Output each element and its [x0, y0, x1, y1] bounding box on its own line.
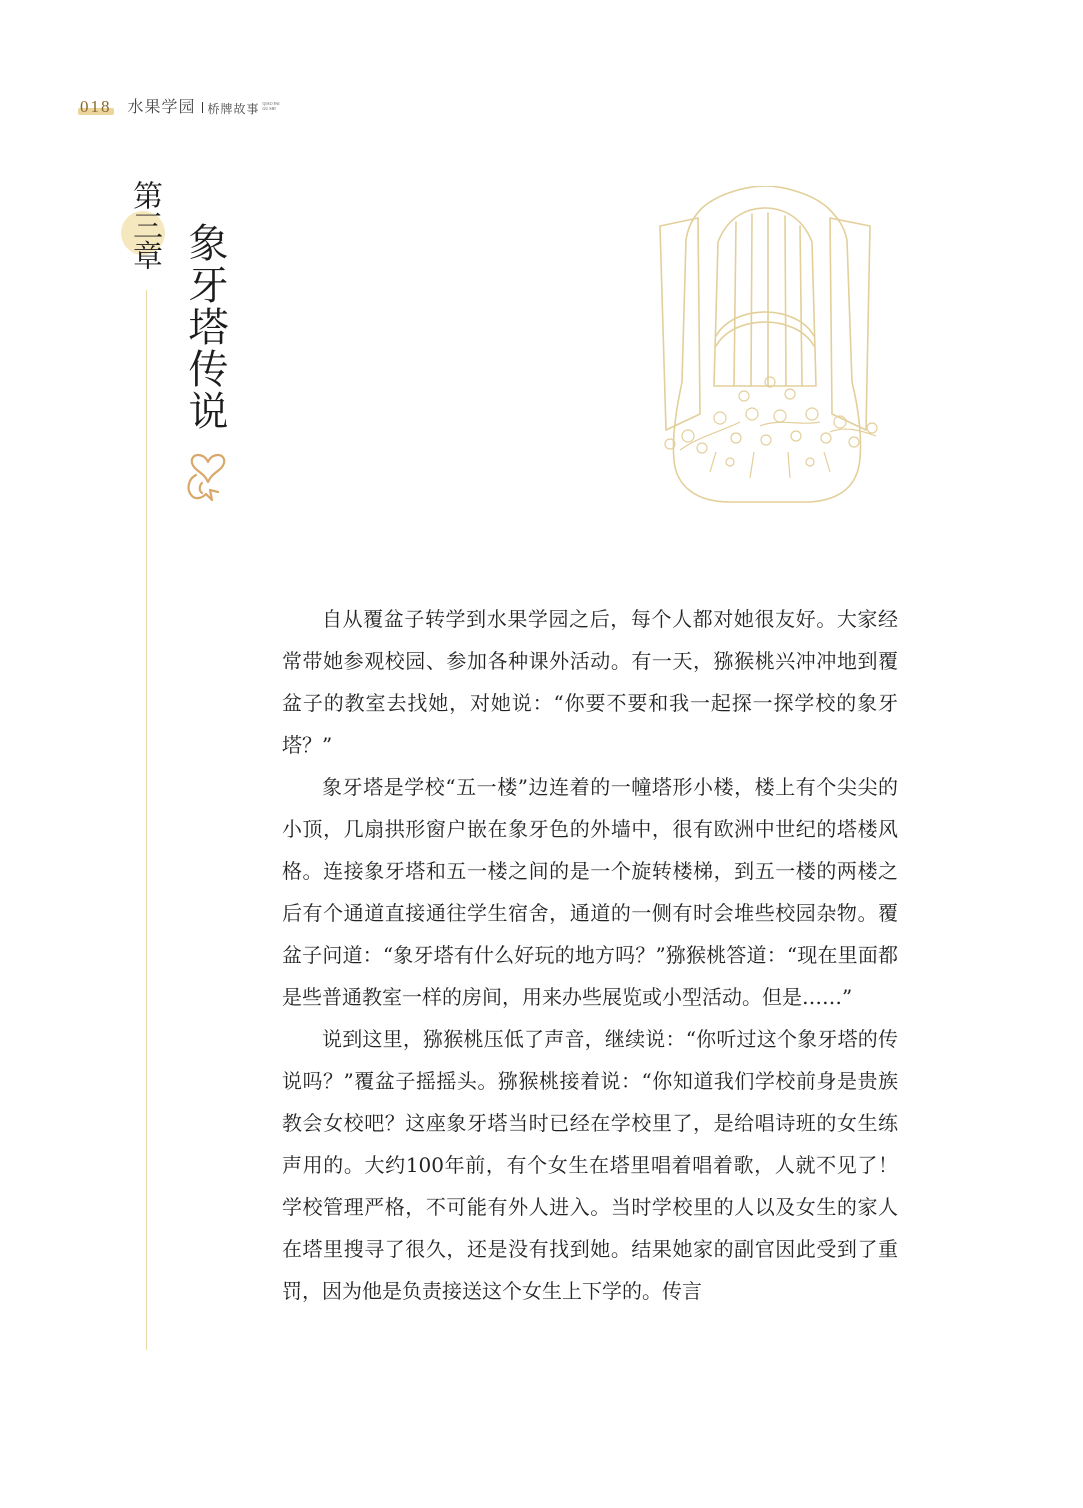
paragraph: 象牙塔是学校“五一楼”边连着的一幢塔形小楼，楼上有个尖尖的小顶，几扇拱形窗户嵌在象牙色的外墙中，很有欧洲中世纪的塔楼风格。连接象牙塔和五一楼之间的是一个旋转楼梯，到五一楼的两楼之后有个通道直接通往学生宿舍，通道的一侧有时会堆些校园杂物。覆盆子问道：“象牙塔有什么好玩的地方吗？”猕猴桃答道：“现在里面都是些普通教室一样的房间，用来办些展览或小型活动。但是……”	[282, 775, 898, 1009]
series-title: 桥牌故事	[207, 102, 260, 116]
page-header	[80, 93, 500, 117]
margin-rule	[146, 290, 147, 1350]
page-number-wrap	[80, 97, 112, 117]
paragraph: 自从覆盆子转学到水果学园之后，每个人都对她很友好。大家经常带她参观校园、参加各种课外活动。有一天，猕猴桃兴冲冲地到覆盆子的教室去找她，对她说：“你要不要和我一起探一探学校的象牙塔？”	[282, 607, 898, 757]
paragraph: 说到这里，猕猴桃压低了声音，继续说：“你听过这个象牙塔的传说吗？”覆盆子摇摇头。猕猴桃接着说：“你知道我们学校前身是贵族教会女校吧？这座象牙塔当时已经在学校里了，是给唱诗班的女生练声用的。大约100年前，有个女生在塔里唱着唱着歌，人就不见了！学校管理严格，不可能有外人进入。当时学校里的人以及女生的家人在塔里搜寻了很久，还是没有找到她。结果她家的副官因此受到了重罚，因为他是负责接送这个女生上下学的。传言	[282, 1027, 898, 1303]
body-text	[282, 598, 898, 1312]
tower-window-illustration	[640, 186, 890, 506]
chapter-label: 第三章	[127, 180, 162, 270]
series-english-title: QIAO PAI GU SHI	[262, 101, 280, 111]
book-title: 水果学园	[127, 97, 196, 116]
header-separator	[202, 102, 203, 113]
page-number: 018	[80, 97, 112, 116]
chapter-title: 象牙塔传说	[182, 222, 228, 432]
ornament-icon	[182, 448, 234, 502]
